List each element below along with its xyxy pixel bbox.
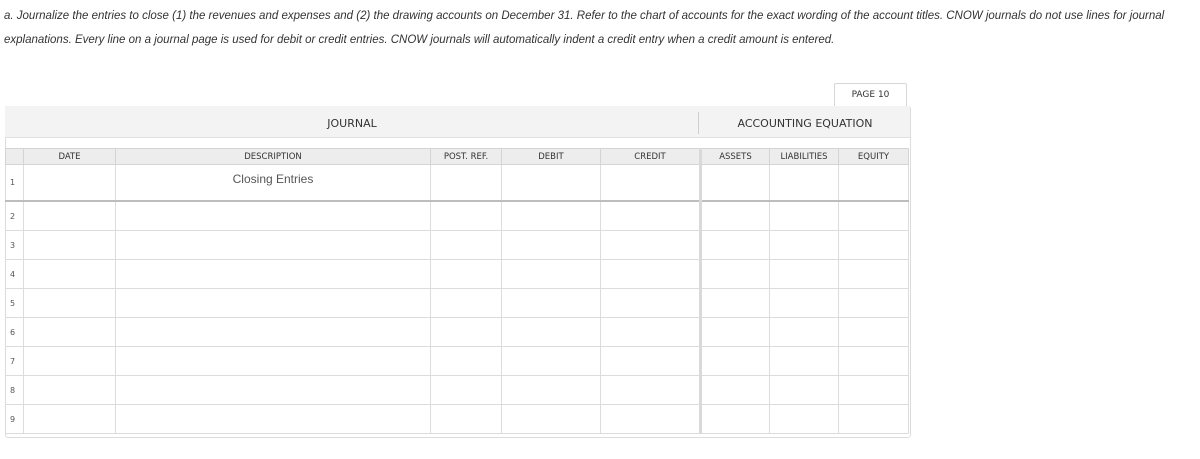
- assets-cell[interactable]: [701, 201, 770, 231]
- row-number-header: [6, 149, 24, 165]
- date-cell[interactable]: [24, 201, 116, 231]
- assets-cell[interactable]: [701, 231, 770, 260]
- credit-cell[interactable]: [601, 405, 701, 434]
- instructions-text: a. Journalize the entries to close (1) the revenues and expenses and (2) the drawing accounts on December 31. Refer to the chart of accounts for the exact wording of the account titles. CNOW journals do not use lines for journal explanations. Every line on a journal page is used for debit or credit entries. CNOW journals will automatically indent a credit entry when a credit amount is entered.: [4, 10, 1165, 46]
- equity-cell[interactable]: [839, 231, 909, 260]
- equity-cell[interactable]: [839, 289, 909, 318]
- debit-cell[interactable]: [502, 347, 601, 376]
- post-ref-cell[interactable]: [431, 405, 502, 434]
- post-ref-cell[interactable]: [431, 289, 502, 318]
- date-cell[interactable]: [24, 347, 116, 376]
- page-number-badge: PAGE 10: [834, 83, 907, 108]
- equity-cell[interactable]: [839, 165, 909, 202]
- journal-header-row: [6, 149, 909, 165]
- date-cell[interactable]: [24, 376, 116, 405]
- row-number: 7: [6, 347, 24, 376]
- assets-cell[interactable]: [701, 165, 770, 202]
- equity-cell[interactable]: [839, 260, 909, 289]
- description-cell[interactable]: [116, 289, 431, 318]
- date-column-header: DATE: [24, 149, 116, 165]
- date-cell[interactable]: [24, 231, 116, 260]
- credit-cell[interactable]: [601, 260, 701, 289]
- row-number: 1: [6, 165, 24, 202]
- debit-cell[interactable]: [502, 231, 601, 260]
- credit-cell[interactable]: [601, 347, 701, 376]
- assets-cell[interactable]: [701, 260, 770, 289]
- liabilities-cell[interactable]: [770, 405, 839, 434]
- liabilities-cell[interactable]: [770, 347, 839, 376]
- liabilities-cell[interactable]: [770, 201, 839, 231]
- journal-row: [6, 231, 909, 260]
- journal-row: [6, 289, 909, 318]
- row-number: 6: [6, 318, 24, 347]
- description-cell[interactable]: [116, 376, 431, 405]
- credit-cell[interactable]: [601, 201, 701, 231]
- journal-row: [6, 318, 909, 347]
- description-cell[interactable]: [116, 318, 431, 347]
- date-cell[interactable]: [24, 260, 116, 289]
- title-divider: [698, 112, 699, 134]
- post-ref-cell[interactable]: [431, 201, 502, 231]
- journal-row: [6, 201, 909, 231]
- row-number: 8: [6, 376, 24, 405]
- journal-row: [6, 165, 909, 202]
- description-cell[interactable]: Closing Entries: [116, 165, 431, 202]
- credit-column-header: CREDIT: [601, 149, 701, 165]
- equity-column-header: EQUITY: [839, 149, 909, 165]
- journal-row: [6, 260, 909, 289]
- description-column-header: DESCRIPTION: [116, 149, 431, 165]
- credit-cell[interactable]: [601, 376, 701, 405]
- liabilities-cell[interactable]: [770, 289, 839, 318]
- date-cell[interactable]: [24, 405, 116, 434]
- journal-row: [6, 376, 909, 405]
- description-cell[interactable]: [116, 201, 431, 231]
- liabilities-cell[interactable]: [770, 231, 839, 260]
- row-number: 3: [6, 231, 24, 260]
- equity-cell[interactable]: [839, 405, 909, 434]
- description-cell[interactable]: [116, 405, 431, 434]
- liabilities-cell[interactable]: [770, 165, 839, 202]
- accounting-equation-title: ACCOUNTING EQUATION: [737, 117, 873, 130]
- post-ref-cell[interactable]: [431, 260, 502, 289]
- description-cell[interactable]: [116, 260, 431, 289]
- post-ref-column-header: POST. REF.: [431, 149, 502, 165]
- equity-cell[interactable]: [839, 201, 909, 231]
- assets-cell[interactable]: [701, 318, 770, 347]
- post-ref-cell[interactable]: [431, 165, 502, 202]
- debit-cell[interactable]: [502, 165, 601, 202]
- equity-cell[interactable]: [839, 376, 909, 405]
- post-ref-cell[interactable]: [431, 231, 502, 260]
- debit-cell[interactable]: [502, 405, 601, 434]
- row-number: 2: [6, 201, 24, 231]
- date-cell[interactable]: [24, 289, 116, 318]
- debit-cell[interactable]: [502, 260, 601, 289]
- date-cell[interactable]: [24, 318, 116, 347]
- assets-cell[interactable]: [701, 376, 770, 405]
- assets-cell[interactable]: [701, 347, 770, 376]
- assets-column-header: ASSETS: [701, 149, 770, 165]
- post-ref-cell[interactable]: [431, 376, 502, 405]
- debit-cell[interactable]: [502, 289, 601, 318]
- debit-cell[interactable]: [502, 201, 601, 231]
- journal-row: [6, 405, 909, 434]
- description-cell[interactable]: [116, 347, 431, 376]
- journal-row: [6, 347, 909, 376]
- post-ref-cell[interactable]: [431, 347, 502, 376]
- credit-cell[interactable]: [601, 231, 701, 260]
- liabilities-column-header: LIABILITIES: [770, 149, 839, 165]
- debit-cell[interactable]: [502, 376, 601, 405]
- debit-column-header: DEBIT: [502, 149, 601, 165]
- equity-cell[interactable]: [839, 318, 909, 347]
- liabilities-cell[interactable]: [770, 376, 839, 405]
- credit-cell[interactable]: [601, 165, 701, 202]
- liabilities-cell[interactable]: [770, 318, 839, 347]
- journal-title: JOURNAL: [327, 117, 377, 130]
- debit-cell[interactable]: [502, 318, 601, 347]
- credit-cell[interactable]: [601, 289, 701, 318]
- assets-cell[interactable]: [701, 289, 770, 318]
- row-number: 5: [6, 289, 24, 318]
- assets-cell[interactable]: [701, 405, 770, 434]
- liabilities-cell[interactable]: [770, 260, 839, 289]
- row-number: 9: [6, 405, 24, 434]
- equity-cell[interactable]: [839, 347, 909, 376]
- credit-cell[interactable]: [601, 318, 701, 347]
- date-cell[interactable]: [24, 165, 116, 202]
- row-number: 4: [6, 260, 24, 289]
- journal-table: [5, 148, 909, 434]
- description-cell[interactable]: [116, 231, 431, 260]
- post-ref-cell[interactable]: [431, 318, 502, 347]
